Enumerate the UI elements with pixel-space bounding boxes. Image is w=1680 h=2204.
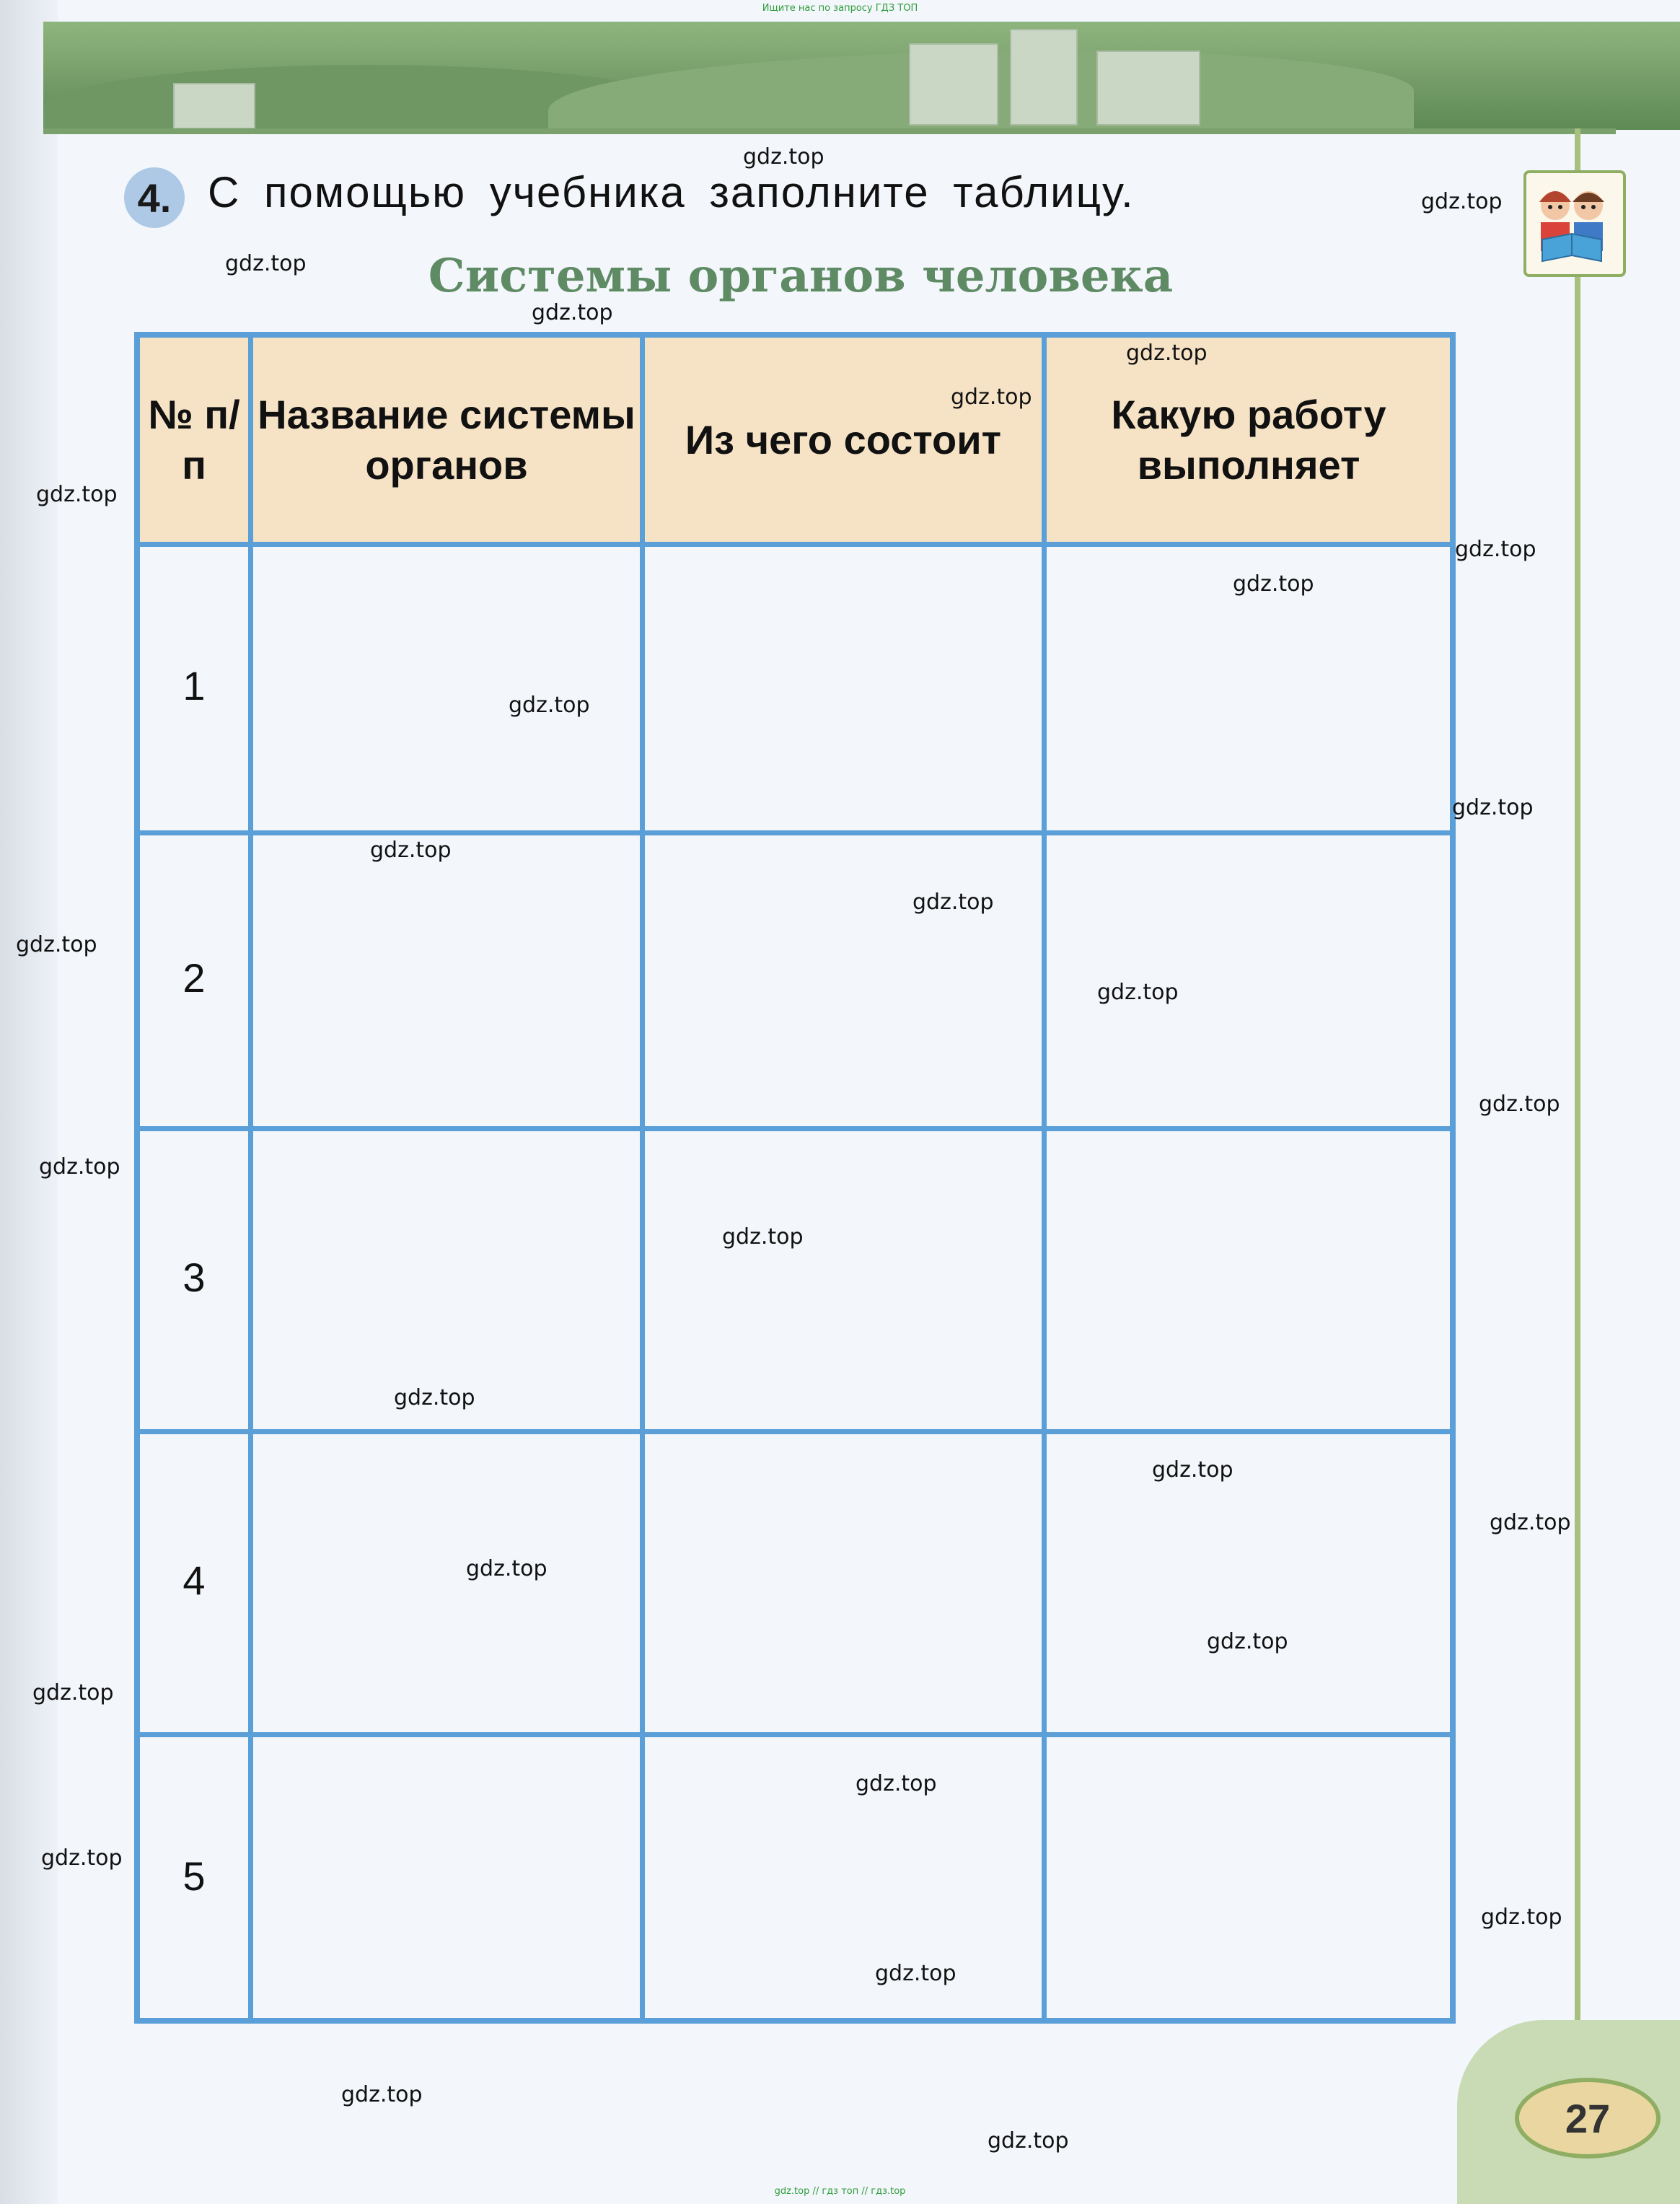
table-title: Системы органов человека bbox=[428, 249, 1174, 303]
watermark: gdz.top bbox=[466, 1556, 547, 1581]
header-system-name: Название системы органов bbox=[258, 391, 636, 488]
header-number: № п/п bbox=[148, 391, 240, 488]
header-function: Какую работу выполняет bbox=[1111, 391, 1386, 488]
row-number: 4 bbox=[182, 1558, 206, 1603]
watermark: gdz.top bbox=[341, 2082, 423, 2107]
header-banner-image bbox=[43, 22, 1680, 130]
watermark: gdz.top bbox=[1233, 571, 1314, 597]
row-number: 2 bbox=[182, 955, 206, 1001]
watermark: gdz.top bbox=[1097, 980, 1179, 1005]
task-number-badge: 4. bbox=[124, 167, 185, 228]
row-number: 1 bbox=[182, 663, 206, 708]
banner-divider bbox=[43, 128, 1616, 134]
column-divider bbox=[1042, 338, 1047, 2018]
watermark: gdz.top bbox=[875, 1961, 956, 1986]
watermark: gdz.top bbox=[1452, 795, 1534, 820]
watermark: gdz.top bbox=[509, 693, 590, 718]
row-divider bbox=[140, 1126, 1450, 1131]
watermark: gdz.top bbox=[41, 1845, 123, 1871]
watermark: gdz.top bbox=[1490, 1510, 1571, 1535]
task-instruction: С помощью учебника заполните таблицу. bbox=[208, 168, 1135, 216]
watermark: gdz.top bbox=[1421, 189, 1503, 214]
row1-name-cell[interactable] bbox=[253, 547, 640, 830]
page-side-line bbox=[1575, 128, 1580, 2120]
watermark: gdz.top bbox=[856, 1771, 937, 1796]
watermark: gdz.top bbox=[39, 1154, 120, 1180]
row-number: 5 bbox=[182, 1853, 206, 1899]
watermark: gdz.top bbox=[1126, 341, 1208, 366]
watermark: gdz.top bbox=[16, 932, 97, 957]
watermark: gdz.top bbox=[32, 1680, 114, 1705]
row-number: 3 bbox=[182, 1255, 206, 1300]
page-number: 27 bbox=[1515, 2078, 1661, 2159]
watermark: gdz.top bbox=[370, 838, 452, 863]
column-divider bbox=[640, 338, 645, 2018]
watermark: gdz.top bbox=[394, 1385, 475, 1410]
watermark: gdz.top bbox=[988, 2128, 1069, 2153]
watermark: gdz.top bbox=[951, 385, 1032, 410]
top-note: Ищите нас по запросу ГДЗ ТОП bbox=[762, 3, 918, 14]
bottom-note: gdz.top // гдз топ // гдз.top bbox=[774, 2186, 906, 2197]
row-divider bbox=[140, 830, 1450, 835]
watermark: gdz.top bbox=[36, 482, 118, 507]
row-divider bbox=[140, 1732, 1450, 1737]
watermark: gdz.top bbox=[1207, 1629, 1288, 1654]
header-composition: Из чего состоит bbox=[685, 416, 1002, 462]
column-divider bbox=[248, 338, 253, 2018]
watermark: gdz.top bbox=[1152, 1457, 1233, 1483]
watermark: gdz.top bbox=[1481, 1905, 1562, 1930]
watermark: gdz.top bbox=[225, 251, 307, 276]
row-divider bbox=[140, 1429, 1450, 1434]
watermark: gdz.top bbox=[1455, 537, 1536, 562]
watermark: gdz.top bbox=[1479, 1092, 1560, 1117]
watermark: gdz.top bbox=[912, 890, 994, 915]
row1-composition-cell[interactable] bbox=[645, 547, 1042, 830]
watermark: gdz.top bbox=[722, 1224, 804, 1250]
book-spine-shadow bbox=[0, 0, 58, 2204]
watermark: gdz.top bbox=[743, 144, 824, 170]
watermark: gdz.top bbox=[532, 300, 613, 325]
